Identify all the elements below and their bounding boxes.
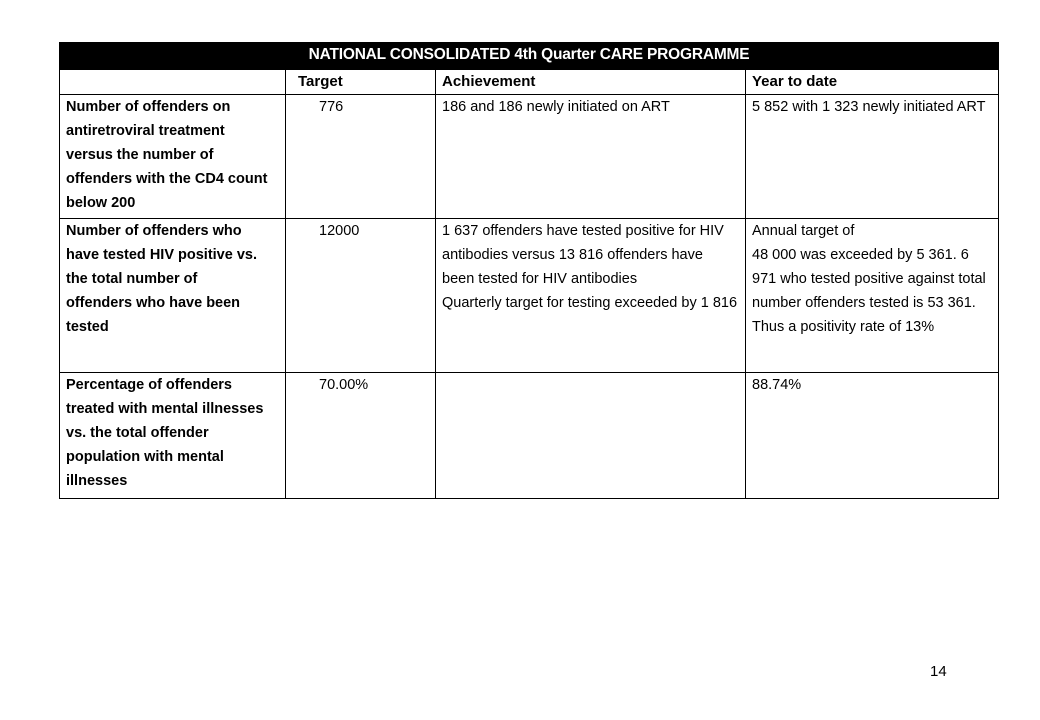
header-year-to-date: Year to date: [746, 70, 999, 95]
row-target: 12000: [286, 219, 436, 373]
table-title: NATIONAL CONSOLIDATED 4th Quarter CARE PROGRAMME: [60, 43, 999, 70]
row-year-to-date: 5 852 with 1 323 newly initiated ART: [746, 95, 999, 219]
table-row: [60, 219, 999, 373]
page-number: 14: [930, 663, 947, 680]
row-indicator: Percentage of offenders treated with mental illnesses vs. the total offender population with mental illnesses: [60, 373, 286, 499]
care-programme-table: [59, 42, 999, 499]
row-year-to-date: Annual target of 48 000 was exceeded by 5 361. 6 971 who tested positive against total number offenders tested is 53 361. Thus a positivity rate of 13%: [746, 219, 999, 373]
table-header-row: [60, 70, 999, 95]
row-achievement: 1 637 offenders have tested positive for HIV antibodies versus 13 816 offenders have been tested for HIV antibodies Quarterly target for testing exceeded by 1 816: [436, 219, 746, 373]
row-achievement: 186 and 186 newly initiated on ART: [436, 95, 746, 219]
row-year-to-date: 88.74%: [746, 373, 999, 499]
table-title-row: [60, 43, 999, 70]
row-indicator: Number of offenders on antiretroviral treatment versus the number of offenders with the CD4 count below 200: [60, 95, 286, 219]
row-target: 70.00%: [286, 373, 436, 499]
row-achievement: [436, 373, 746, 499]
header-achievement: Achievement: [436, 70, 746, 95]
table-row: [60, 373, 999, 499]
table-row: [60, 95, 999, 219]
row-indicator: Number of offenders who have tested HIV positive vs. the total number of offenders who have been tested: [60, 219, 286, 373]
header-indicator: [60, 70, 286, 95]
row-target: 776: [286, 95, 436, 219]
header-target: Target: [286, 70, 436, 95]
